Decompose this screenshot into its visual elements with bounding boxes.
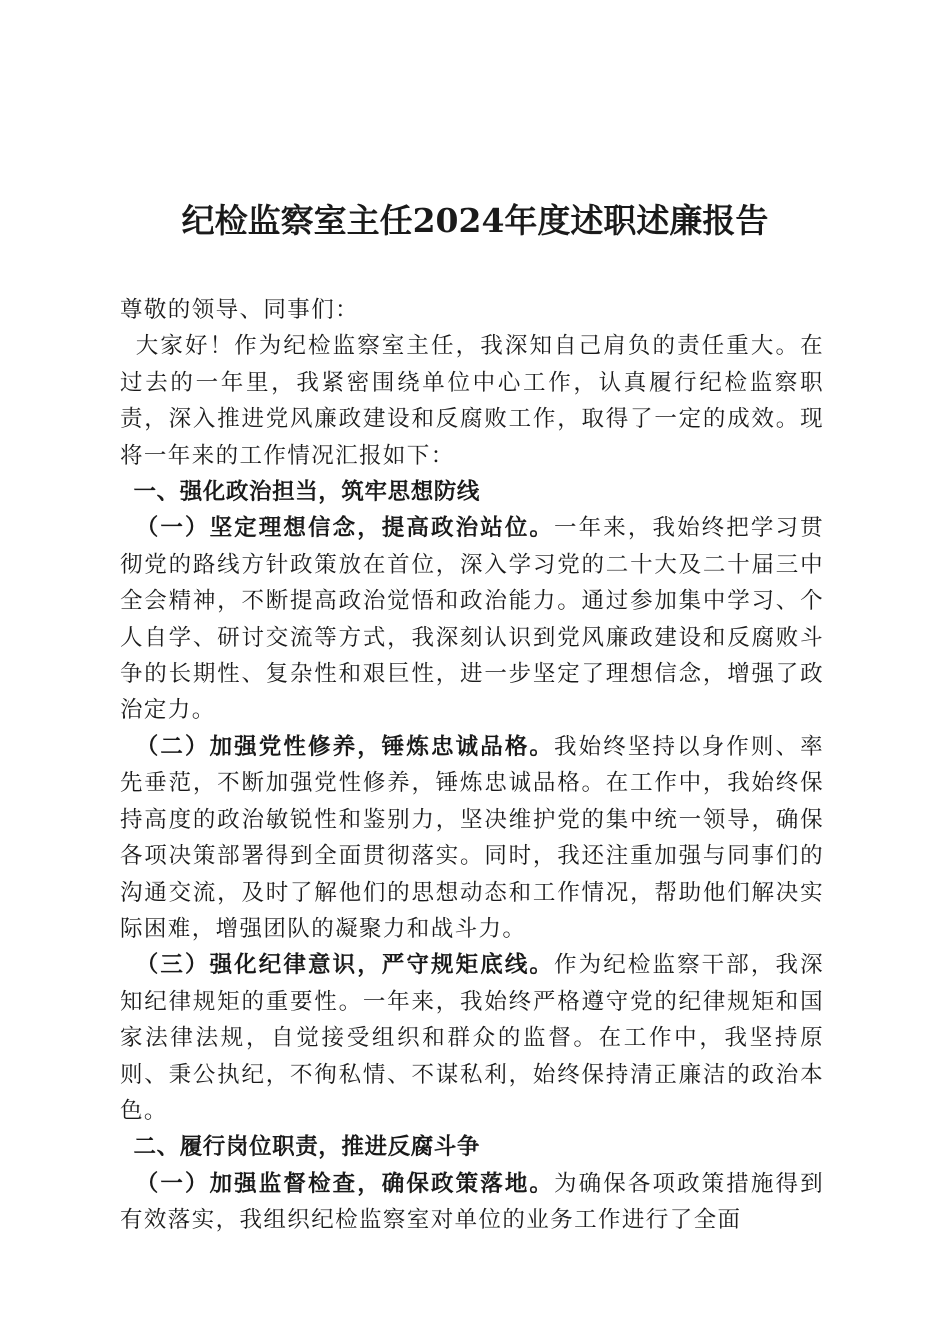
document-body (120, 292, 824, 1239)
paragraph-1-1 (120, 510, 824, 728)
paragraph-lead: （一）加强监督检查，确保政策落地。 (135, 1170, 555, 1197)
document-title: 纪检监察室主任2024年度述职述廉报告 (181, 201, 769, 240)
paragraph-2-1 (120, 1166, 824, 1239)
section-heading-1: 一、强化政治担当，筑牢思想防线 (133, 479, 481, 506)
paragraph-lead: （一）坚定理想信念，提高政治站位。 (135, 515, 555, 542)
paragraph-text: 作为纪检监察干部，我深知纪律规矩的重要性。一年来，我始终严格遵守党的纪律规矩和国家法律法规，自觉接受组织和群众的监督。在工作中，我坚持原则、秉公执纪，不徇私情、不谋私利，始终保持清正廉洁的政治本色。 (120, 952, 824, 1124)
salutation: 尊敬的领导、同事们： (120, 297, 360, 323)
paragraph-text: 为确保各项政策措施得到有效落实，我组织纪检监察室对单位的业务工作进行了全面 (120, 1170, 824, 1234)
paragraph-1-3 (120, 947, 824, 1129)
paragraph-text: 一年来，我始终把学习贯彻党的路线方针政策放在首位，深入学习党的二十大及二十届三中全会精神，不断提高政治觉悟和政治能力。通过参加集中学习、个人自学、研讨交流等方式，我深刻认识到党风廉政建设和反腐败斗争的长期性、复杂性和艰巨性，进一步坚定了理想信念，增强了政治定力。 (120, 515, 824, 724)
section-heading-2: 二、履行岗位职责，推进反腐斗争 (133, 1134, 481, 1161)
opening-paragraph: 大家好！作为纪检监察室主任，我深知自己肩负的责任重大。在过去的一年里，我紧密围绕单位中心工作，认真履行纪检监察职责，深入推进党风廉政建设和反腐败工作，取得了一定的成效。现将一年来的工作情况汇报如下： (120, 333, 824, 469)
paragraph-lead: （三）强化纪律意识，严守规矩底线。 (135, 952, 555, 979)
paragraph-text: 我始终坚持以身作则、率先垂范，不断加强党性修养，锤炼忠诚品格。在工作中，我始终保持高度的政治敏锐性和鉴别力，坚决维护党的集中统一领导，确保各项决策部署得到全面贯彻落实。同时，我还注重加强与同事们的沟通交流，及时了解他们的思想动态和工作情况，帮助他们解决实际困难，增强团队的凝聚力和战斗力。 (120, 733, 824, 942)
paragraph-1-2 (120, 729, 824, 947)
paragraph-lead: （二）加强党性修养，锤炼忠诚品格。 (135, 733, 555, 760)
